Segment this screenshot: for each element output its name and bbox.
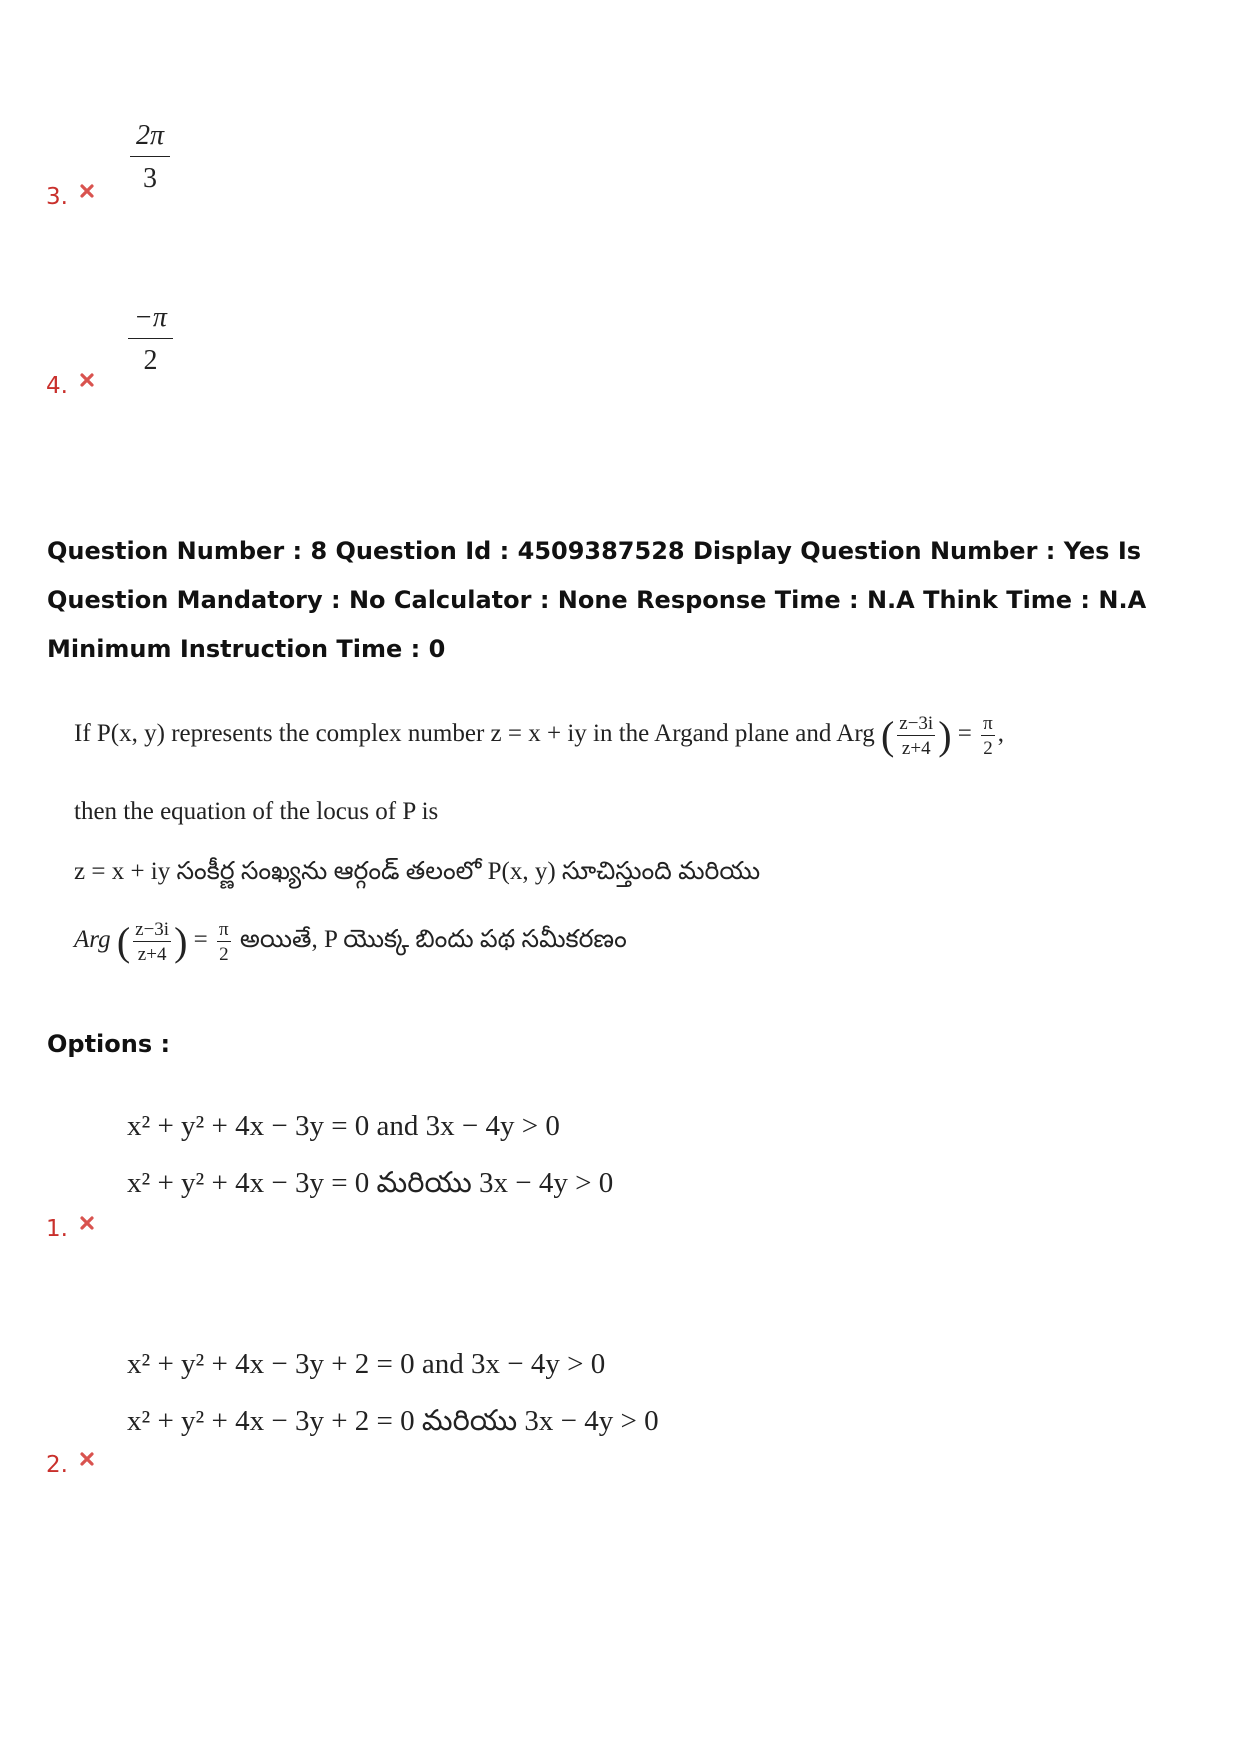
option-3-number: 3.: [46, 184, 68, 210]
pi-over-2-fraction: [981, 714, 995, 758]
arg-label-te: Arg: [74, 926, 111, 954]
question-en-line1-text: If P(x, y) represents the complex number z = x + iy in the Argand plane and Arg: [74, 720, 875, 748]
question-te-line2: Arg ( $\frac{z-3i}{z+4}$ ) = $\frac{\pi}{2}$ అయితే, P యొక్క బిందు పథ సమీకరణం: [74, 918, 627, 965]
question-te-line2-text: అయితే, P యొక్క బిందు పథ సమీకరణం: [239, 926, 627, 954]
option-4-row[interactable]: [46, 373, 94, 399]
question-te-line1: z = x + iy సంకీర్ణ సంఖ్యను ఆర్గండ్ తలంలో P(x, y) సూచిస్తుంది మరియు: [74, 858, 761, 885]
option-1-equation-en: x² + y² + 4x − 3y = 0 and 3x − 4y > 0: [127, 1110, 560, 1142]
option-1-number: 1.: [46, 1216, 68, 1242]
question-en-line2: then the equation of the locus of P is: [74, 798, 439, 825]
option-4-number: 4.: [46, 373, 68, 399]
arg-numerator: z−3i: [899, 712, 934, 734]
option-2-row[interactable]: [46, 1452, 94, 1478]
option-4-denominator: 2: [143, 345, 158, 376]
arg-fraction-te: [133, 920, 171, 964]
option-4-fraction: [128, 304, 173, 375]
two-symbol: 2: [983, 737, 993, 759]
option-2-number: 2.: [46, 1452, 68, 1478]
option-2-equation-en: x² + y² + 4x − 3y + 2 = 0 and 3x − 4y > 0: [127, 1348, 606, 1380]
option-2-equation-te: x² + y² + 4x − 3y + 2 = 0 మరియు 3x − 4y > 0: [127, 1405, 659, 1437]
options-label: Options :: [47, 1030, 171, 1058]
option-4-numerator: −π: [134, 302, 167, 333]
pi-symbol: π: [983, 712, 993, 734]
option-1-row[interactable]: [46, 1216, 94, 1242]
cross-icon: [80, 184, 94, 198]
two-symbol-te: 2: [219, 943, 229, 965]
cross-icon: [80, 1452, 94, 1466]
option-3-numerator: 2π: [136, 120, 165, 151]
pi-over-2-fraction-te: [217, 920, 231, 964]
option-3-fraction: [130, 122, 170, 193]
pi-symbol-te: π: [219, 918, 229, 940]
option-3-row[interactable]: [46, 184, 94, 210]
question-meta: Question Number : 8 Question Id : 4509387528 Display Question Number : Yes Is Question Mandatory : No Calculator : None Response Time : N.A Think Time : N.A Minimum Instruction Time : 0: [47, 537, 1147, 663]
question-en-line1: If P(x, y) represents the complex number z = x + iy in the Argand plane and Arg ( $\frac{z-3i}{z+4}$ ) = $\frac{\pi}{2}$ ,: [74, 712, 1004, 759]
cross-icon: [80, 1216, 94, 1230]
arg-denominator-te: z+4: [137, 943, 167, 965]
option-3-denominator: 3: [143, 163, 158, 194]
arg-denominator: z+4: [901, 737, 931, 759]
arg-numerator-te: z−3i: [135, 918, 170, 940]
arg-fraction: [897, 714, 935, 758]
option-1-equation-te: x² + y² + 4x − 3y = 0 మరియు 3x − 4y > 0: [127, 1167, 614, 1199]
cross-icon: [80, 373, 94, 387]
